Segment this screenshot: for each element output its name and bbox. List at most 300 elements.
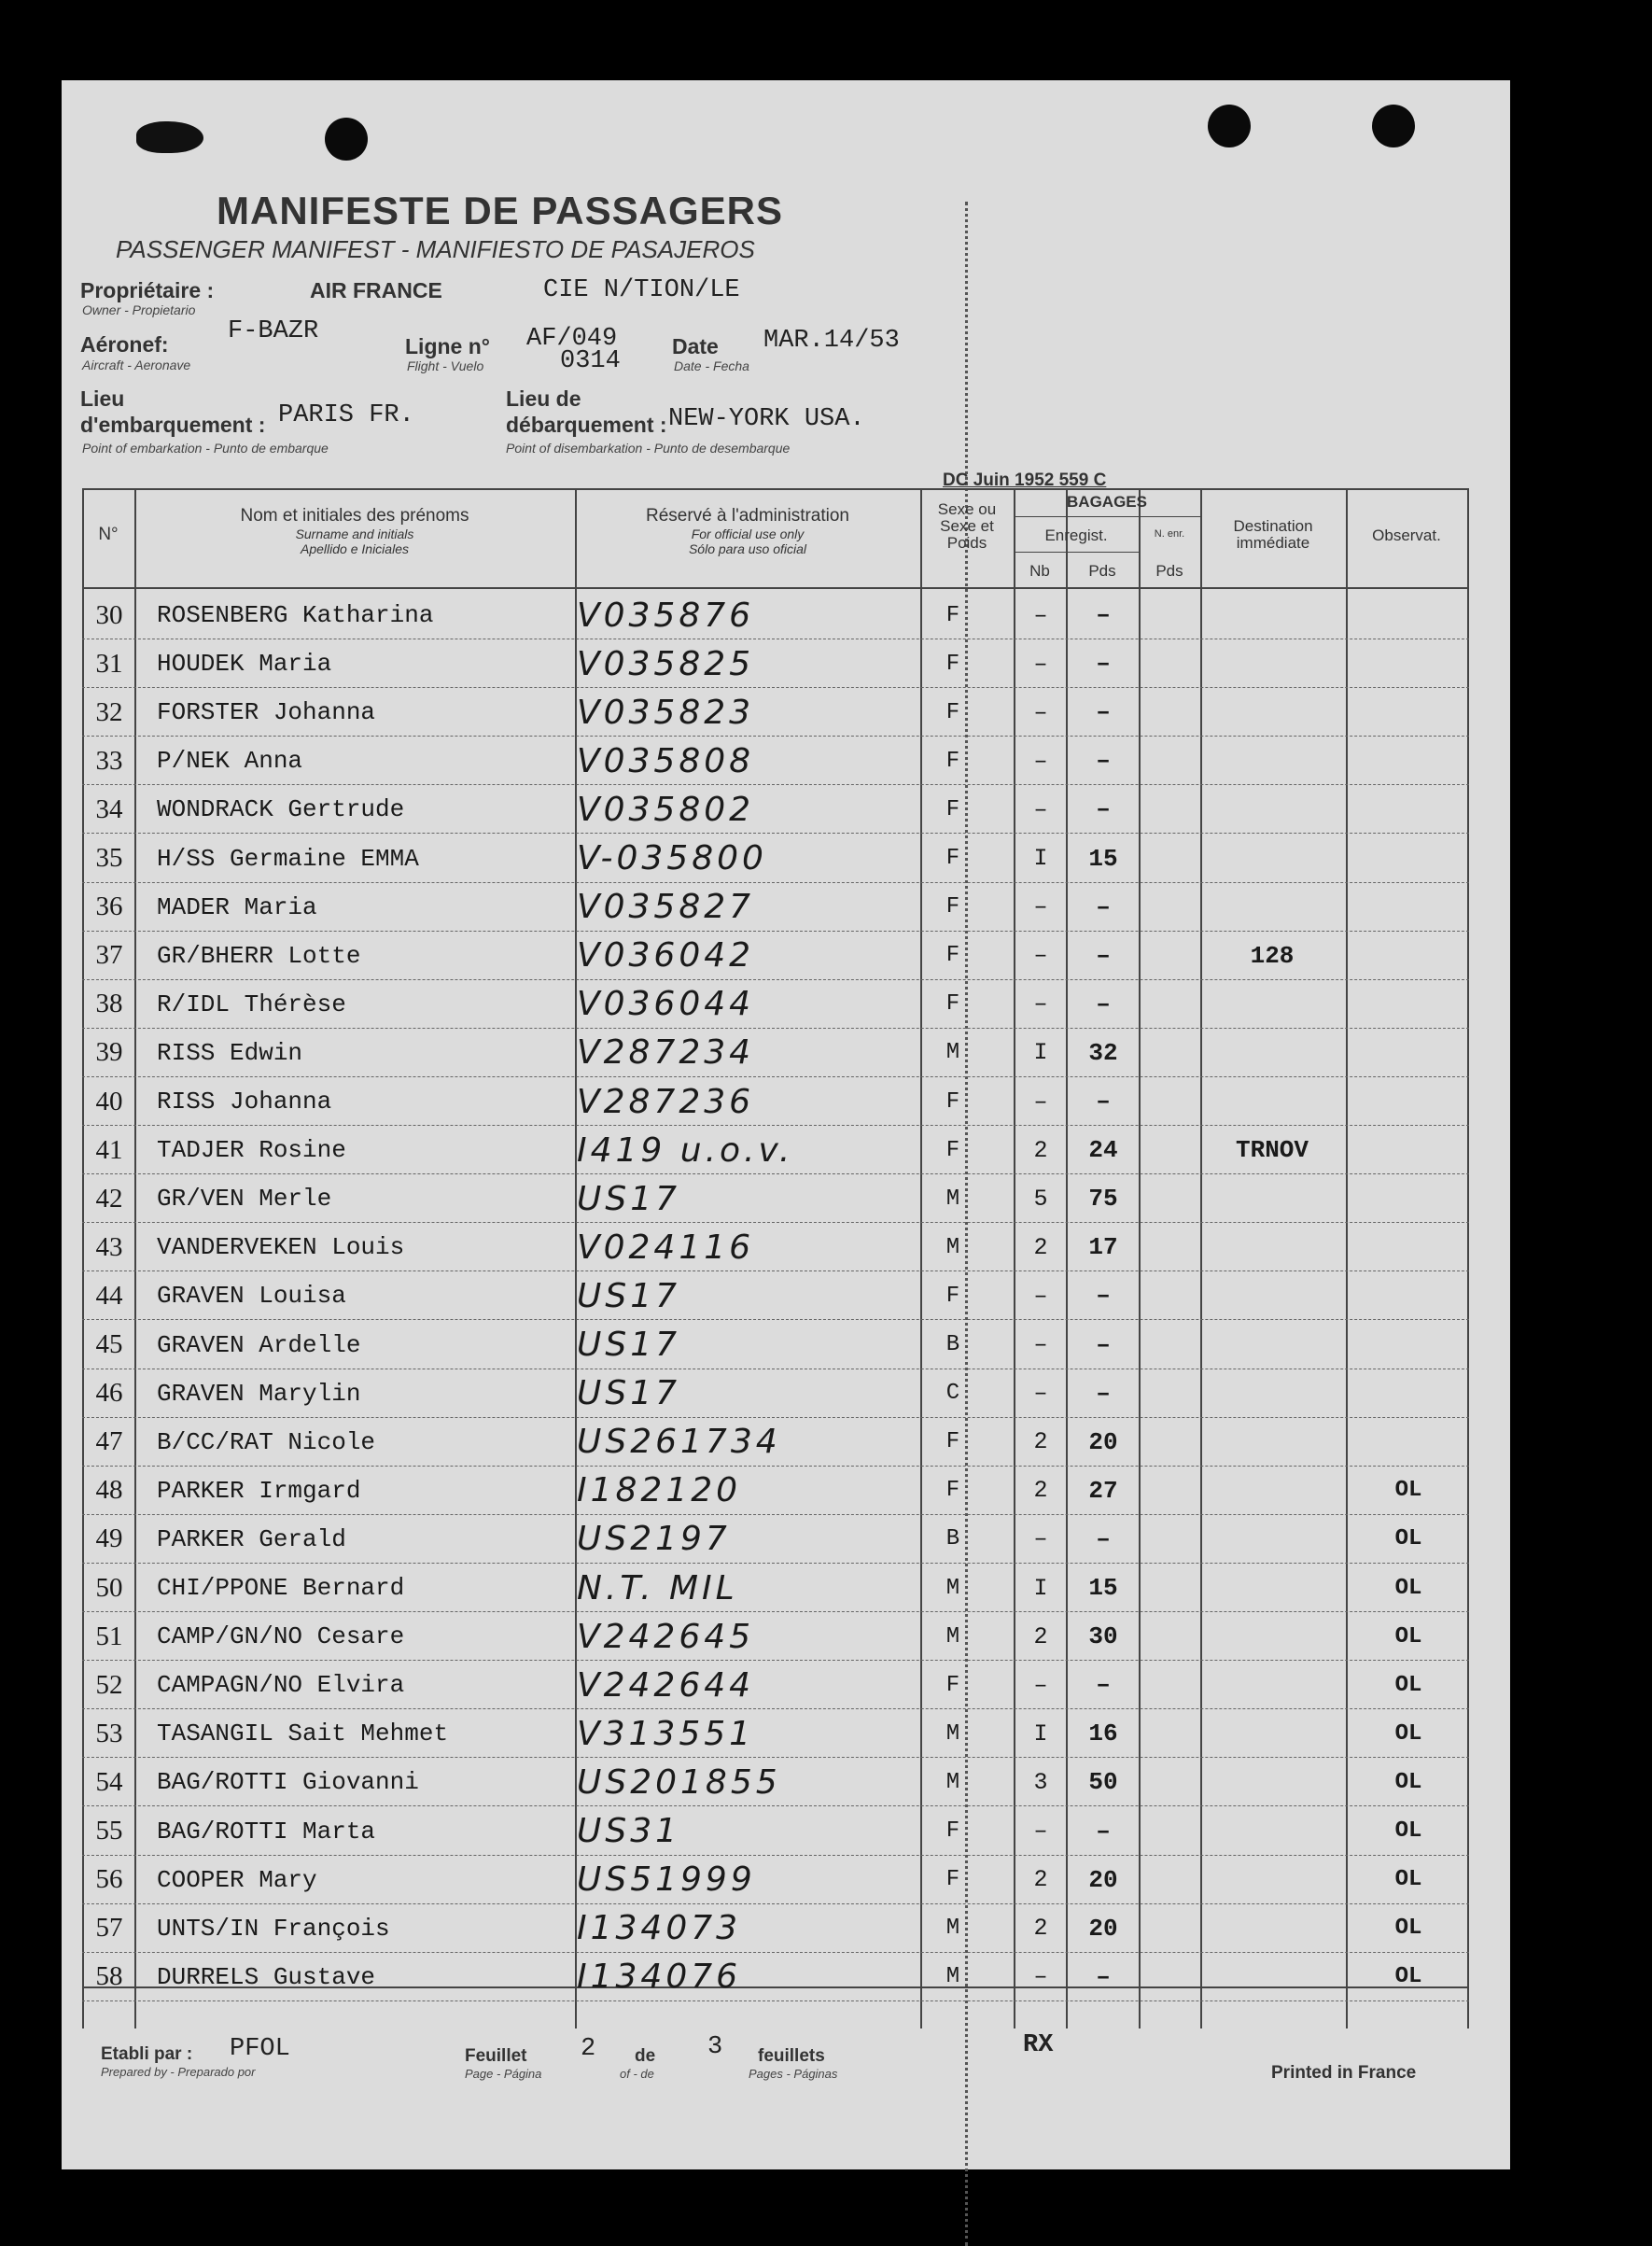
passenger-name-text: GRAVEN Marylin — [157, 1379, 361, 1408]
destination — [1202, 785, 1342, 834]
table-row — [82, 1077, 1469, 1126]
observation-text: OL — [1394, 1964, 1422, 1990]
passenger-name-text: VANDERVEKEN Louis — [157, 1233, 405, 1262]
baggage-count-text: – — [1033, 990, 1048, 1018]
passenger-name-text: RISS Edwin — [157, 1038, 303, 1067]
passenger-sex-text: F — [945, 1478, 960, 1504]
table-row — [82, 1661, 1469, 1709]
passenger-sex-text: M — [945, 1916, 960, 1942]
baggage-weight-text: – — [1096, 698, 1111, 727]
passenger-name-text: GR/BHERR Lotte — [157, 941, 361, 970]
baggage-weight-text: – — [1096, 650, 1111, 679]
embark-sublabel: Point of embarkation - Punto de embarque — [82, 441, 329, 456]
passenger-name-text: CHI/PPONE Bernard — [157, 1574, 405, 1602]
observation — [1348, 1856, 1469, 1904]
row-number-text: 45 — [95, 1329, 123, 1359]
col-sex-header: Sexe ou Sexe et Poids — [937, 500, 997, 552]
baggage-count — [1015, 883, 1066, 932]
destination — [1202, 1953, 1342, 2001]
rx-mark: RX — [1023, 2031, 1054, 2059]
passenger-name — [157, 1953, 642, 2001]
destination — [1202, 591, 1342, 639]
passenger-sex-text: F — [945, 1283, 960, 1309]
aircraft-sublabel: Aircraft - Aeronave — [82, 358, 191, 372]
admin-number-text: US2197 — [577, 1520, 731, 1559]
col-name-header-es: Apellido e Iniciales — [301, 541, 409, 556]
passenger-sex-text: B — [945, 1526, 960, 1552]
destination — [1202, 737, 1342, 785]
row-number — [82, 639, 136, 688]
table-row — [82, 1564, 1469, 1612]
sheets-label: feuillets — [758, 2046, 825, 2066]
disembark-label-1: Lieu de — [506, 386, 581, 411]
date-label: Date — [672, 334, 719, 358]
passenger-sex — [922, 1709, 984, 1758]
flight-value-2: 0314 — [560, 347, 621, 375]
destination — [1202, 1467, 1342, 1515]
passenger-sex — [922, 639, 984, 688]
baggage-count-text: I — [1033, 845, 1048, 872]
baggage-count-text: 2 — [1033, 1477, 1048, 1505]
admin-number-text: I419 u.o.v. — [577, 1130, 794, 1170]
passenger-name-text: BAG/ROTTI Giovanni — [157, 1768, 419, 1797]
observation — [1348, 932, 1469, 980]
passenger-name — [157, 1174, 642, 1223]
row-number-text: 32 — [95, 696, 123, 727]
baggage-count — [1015, 785, 1066, 834]
passenger-name — [157, 1661, 642, 1709]
baggage-count — [1015, 1418, 1066, 1467]
destination — [1202, 1369, 1342, 1418]
baggage-weight-text: 27 — [1088, 1476, 1118, 1505]
passenger-sex-text: M — [945, 1234, 960, 1260]
admin-number-text: V036044 — [577, 985, 755, 1024]
admin-number-text: V036042 — [577, 936, 755, 976]
sheet-sublabel: Page - Página — [465, 2067, 542, 2081]
baggage-count-text: – — [1033, 650, 1048, 678]
passenger-sex-text: F — [945, 991, 960, 1018]
destination-text: TRNOV — [1235, 1136, 1309, 1165]
observation — [1348, 591, 1469, 639]
admin-number-text: US51999 — [577, 1860, 756, 1900]
baggage-weight — [1067, 1758, 1140, 1806]
destination — [1202, 1515, 1342, 1564]
row-number-text: 35 — [95, 843, 123, 873]
row-number — [82, 688, 136, 737]
row-number — [82, 1321, 136, 1369]
col-admin-header: Réservé à l'administration — [646, 506, 849, 526]
table-row — [82, 1271, 1469, 1320]
baggage-weight — [1067, 591, 1140, 639]
col-unreg-header: N. enr. — [1154, 528, 1185, 540]
row-number — [82, 1174, 136, 1223]
baggage-count-text: – — [1033, 795, 1048, 823]
passenger-sex-text: M — [945, 1186, 960, 1212]
admin-number-text: V242645 — [577, 1617, 755, 1656]
baggage-weight-text: – — [1096, 1330, 1111, 1359]
passenger-sex-text: M — [945, 1623, 960, 1649]
of-value: 3 — [707, 2033, 723, 2061]
observation-text: OL — [1394, 1769, 1422, 1795]
passenger-name-text: P/NEK Anna — [157, 747, 303, 776]
table-row — [82, 835, 1469, 883]
table-row — [82, 639, 1469, 688]
baggage-count-text: 2 — [1033, 1866, 1048, 1894]
observation — [1348, 1077, 1469, 1126]
baggage-count-text: – — [1033, 1671, 1048, 1699]
baggage-weight — [1067, 980, 1140, 1029]
destination — [1202, 1223, 1342, 1271]
page-subtitle: PASSENGER MANIFEST - MANIFIESTO DE PASAJEROS — [116, 235, 755, 263]
observation — [1348, 835, 1469, 883]
row-number — [82, 1369, 136, 1418]
col-name-header: Nom et initiales des prénoms — [240, 506, 469, 526]
destination — [1202, 1758, 1342, 1806]
passenger-name — [157, 1077, 642, 1126]
table-row — [82, 1174, 1469, 1223]
baggage-count — [1015, 1758, 1066, 1806]
baggage-weight — [1067, 1126, 1140, 1174]
passenger-name — [157, 835, 642, 883]
passenger-name-text: PARKER Gerald — [157, 1524, 346, 1553]
passenger-sex — [922, 1077, 984, 1126]
admin-number-text: I182120 — [577, 1471, 742, 1510]
sheet-value: 2 — [581, 2035, 596, 2063]
baggage-count-text: I — [1033, 1720, 1048, 1748]
passenger-sex — [922, 883, 984, 932]
row-number-text: 54 — [95, 1766, 123, 1797]
observation — [1348, 1467, 1469, 1515]
baggage-count — [1015, 1515, 1066, 1564]
baggage-count-text: 2 — [1033, 1622, 1048, 1650]
observation — [1348, 1029, 1469, 1077]
passenger-sex — [922, 1029, 984, 1077]
observation — [1348, 1661, 1469, 1709]
row-number-text: 53 — [95, 1718, 123, 1748]
baggage-weight-text: – — [1096, 1088, 1111, 1116]
admin-number-text: V035827 — [577, 888, 755, 927]
row-number — [82, 1904, 136, 1953]
baggage-weight — [1067, 1564, 1140, 1612]
passenger-name-text: R/IDL Thérèse — [157, 990, 346, 1018]
observation — [1348, 1953, 1469, 2001]
passenger-sex-text: M — [945, 1575, 960, 1601]
baggage-weight-text: 20 — [1088, 1427, 1118, 1456]
passenger-sex-text: M — [945, 1964, 960, 1990]
baggage-count — [1015, 1271, 1066, 1320]
observation-text: OL — [1394, 1575, 1422, 1601]
destination — [1202, 980, 1342, 1029]
admin-number-text: US17 — [577, 1326, 681, 1364]
prepared-sublabel: Prepared by - Preparado por — [101, 2065, 256, 2079]
destination — [1202, 1612, 1342, 1661]
passenger-name-text: ROSENBERG Katharina — [157, 601, 434, 629]
observation — [1348, 1321, 1469, 1369]
passenger-name-text: COOPER Mary — [157, 1865, 317, 1894]
passenger-sex-text: F — [945, 1137, 960, 1163]
baggage-count-text: – — [1033, 942, 1048, 970]
row-number — [82, 1467, 136, 1515]
observation-text: OL — [1394, 1720, 1422, 1747]
admin-number-text: V-035800 — [577, 839, 767, 877]
table-row — [82, 1515, 1469, 1564]
observation — [1348, 785, 1469, 834]
punch-hole — [1372, 105, 1415, 147]
baggage-weight — [1067, 1174, 1140, 1223]
passenger-sex — [922, 1564, 984, 1612]
baggage-count-text: – — [1033, 1088, 1048, 1116]
baggage-weight-text: 75 — [1088, 1185, 1118, 1214]
row-number-text: 56 — [95, 1864, 123, 1895]
passenger-name — [157, 1856, 642, 1904]
observation — [1348, 1174, 1469, 1223]
row-number — [82, 1709, 136, 1758]
table-row — [82, 1223, 1469, 1271]
row-number-text: 34 — [95, 793, 123, 824]
baggage-count — [1015, 835, 1066, 883]
destination-text: 128 — [1250, 941, 1295, 970]
baggage-weight-text: – — [1096, 990, 1111, 1018]
printed-in-france: Printed in France — [1271, 2063, 1417, 2083]
admin-number-text: V035808 — [577, 741, 755, 780]
table-row — [82, 1856, 1469, 1904]
baggage-weight-text: 17 — [1088, 1233, 1118, 1262]
passenger-sex — [922, 835, 984, 883]
baggage-count — [1015, 1564, 1066, 1612]
admin-number-text: V035876 — [577, 596, 755, 635]
passenger-sex — [922, 1271, 984, 1320]
baggage-count-text: 2 — [1033, 1136, 1048, 1164]
baggage-weight-text: – — [1096, 1524, 1111, 1553]
baggage-weight — [1067, 1271, 1140, 1320]
observation — [1348, 688, 1469, 737]
row-number-text: 43 — [95, 1231, 123, 1262]
passenger-sex — [922, 1223, 984, 1271]
baggage-weight — [1067, 785, 1140, 834]
passenger-name — [157, 1564, 642, 1612]
table-row — [82, 1029, 1469, 1077]
row-number — [82, 1029, 136, 1077]
row-number-text: 57 — [95, 1913, 123, 1944]
baggage-count — [1015, 1807, 1066, 1856]
baggage-count — [1015, 1223, 1066, 1271]
row-number-text: 49 — [95, 1523, 123, 1554]
observation — [1348, 980, 1469, 1029]
table-row — [82, 785, 1469, 834]
col-admin-header-es: Sólo para uso oficial — [688, 541, 807, 556]
admin-number-text: V024116 — [577, 1228, 755, 1267]
passenger-sex-text: F — [945, 796, 960, 822]
baggage-weight — [1067, 1612, 1140, 1661]
baggage-weight-text: 30 — [1088, 1622, 1118, 1651]
baggage-weight-text: 20 — [1088, 1865, 1118, 1894]
baggage-count-text: – — [1033, 1525, 1048, 1553]
passenger-sex-text: F — [945, 1088, 960, 1115]
baggage-count — [1015, 980, 1066, 1029]
passenger-name-text: RISS Johanna — [157, 1088, 332, 1116]
disembark-label-2: débarquement : — [506, 413, 667, 437]
owner-value: AIR FRANCE — [310, 278, 442, 302]
row-number — [82, 1953, 136, 2001]
row-number — [82, 883, 136, 932]
passenger-name — [157, 639, 642, 688]
prepared-label: Etabli par : — [101, 2044, 193, 2064]
destination — [1202, 688, 1342, 737]
baggage-count-text: – — [1033, 1963, 1048, 1991]
destination — [1202, 1029, 1342, 1077]
passenger-sex-text: F — [945, 1672, 960, 1698]
embark-value: PARIS FR. — [278, 401, 414, 429]
passenger-name — [157, 1369, 642, 1418]
row-number-text: 40 — [95, 1086, 123, 1116]
passenger-sex-text: F — [945, 651, 960, 677]
baggage-count — [1015, 1953, 1066, 2001]
row-number — [82, 980, 136, 1029]
baggage-weight — [1067, 1515, 1140, 1564]
observation — [1348, 1709, 1469, 1758]
admin-number-text: N.T. MIL — [577, 1568, 738, 1607]
of-label: de — [635, 2046, 656, 2066]
destination — [1202, 1174, 1342, 1223]
baggage-count-text: I — [1033, 1574, 1048, 1602]
baggage-count-text: 2 — [1033, 1915, 1048, 1943]
passenger-name-text: GR/VEN Merle — [157, 1185, 332, 1214]
destination — [1202, 883, 1342, 932]
baggage-weight — [1067, 1904, 1140, 1953]
observation — [1348, 639, 1469, 688]
passenger-name — [157, 1709, 642, 1758]
observation-text: OL — [1394, 1867, 1422, 1893]
passenger-name-text: HOUDEK Maria — [157, 650, 332, 679]
passenger-name — [157, 980, 642, 1029]
passenger-sex-text: B — [945, 1332, 960, 1357]
observation — [1348, 1223, 1469, 1271]
baggage-weight-text: – — [1096, 795, 1111, 824]
admin-number-text: US31 — [577, 1812, 681, 1850]
passenger-name — [157, 1418, 642, 1467]
passenger-sex — [922, 1904, 984, 1953]
table-row — [82, 688, 1469, 737]
observation — [1348, 1758, 1469, 1806]
passenger-name — [157, 1126, 642, 1174]
observation — [1348, 1126, 1469, 1174]
table-row — [82, 1904, 1469, 1953]
table-row — [82, 1321, 1469, 1369]
baggage-weight — [1067, 1223, 1140, 1271]
form-code: DC Juin 1952 559 C — [943, 470, 1107, 490]
table-row — [82, 1709, 1469, 1758]
date-sublabel: Date - Fecha — [674, 358, 749, 373]
destination — [1202, 1271, 1342, 1320]
baggage-weight-text: – — [1096, 892, 1111, 921]
col-name-header-en: Surname and initials — [295, 526, 414, 541]
baggage-count-text: – — [1033, 1282, 1048, 1310]
baggage-count — [1015, 1029, 1066, 1077]
baggage-count-text: 2 — [1033, 1428, 1048, 1456]
baggage-weight-text: – — [1096, 1282, 1111, 1311]
row-number-text: 58 — [95, 1961, 123, 1992]
col-pds-header: Pds — [1088, 562, 1116, 580]
passenger-name — [157, 1904, 642, 1953]
row-number-text: 55 — [95, 1816, 123, 1846]
passenger-name-text: TADJER Rosine — [157, 1136, 346, 1165]
punch-hole — [325, 118, 368, 161]
passenger-sex — [922, 1418, 984, 1467]
row-number-text: 48 — [95, 1475, 123, 1506]
table-row — [82, 1758, 1469, 1806]
row-number — [82, 591, 136, 639]
passenger-sex — [922, 1126, 984, 1174]
table-row — [82, 883, 1469, 932]
admin-number-text: V035823 — [577, 693, 755, 732]
baggage-count — [1015, 1369, 1066, 1418]
passenger-name-text: CAMP/GN/NO Cesare — [157, 1622, 405, 1651]
baggage-count — [1015, 1709, 1066, 1758]
baggage-weight — [1067, 932, 1140, 980]
disembark-value: NEW-YORK USA. — [668, 405, 865, 433]
passenger-name-text: CAMPAGN/NO Elvira — [157, 1671, 405, 1700]
row-number — [82, 1515, 136, 1564]
baggage-weight — [1067, 1709, 1140, 1758]
passenger-sex-text: F — [945, 699, 960, 725]
ink-blot — [136, 121, 203, 153]
baggage-weight-text: 16 — [1088, 1720, 1118, 1748]
table-row — [82, 980, 1469, 1029]
baggage-count — [1015, 1467, 1066, 1515]
of-sublabel: of - de — [620, 2067, 654, 2081]
baggage-weight — [1067, 1369, 1140, 1418]
passenger-name — [157, 1271, 642, 1320]
passenger-name-text: MADER Maria — [157, 892, 317, 921]
row-number — [82, 1077, 136, 1126]
destination — [1202, 835, 1342, 883]
observation-text: OL — [1394, 1916, 1422, 1942]
observation — [1348, 1369, 1469, 1418]
passenger-sex-text: F — [945, 1867, 960, 1893]
row-number-text: 51 — [95, 1621, 123, 1651]
passenger-name-text: BAG/ROTTI Marta — [157, 1817, 376, 1846]
passenger-sex — [922, 737, 984, 785]
observation-text: OL — [1394, 1818, 1422, 1844]
baggage-count — [1015, 1077, 1066, 1126]
passenger-sex-text: M — [945, 1040, 960, 1066]
passenger-sex-text: F — [945, 943, 960, 969]
passenger-sex-text: M — [945, 1720, 960, 1747]
row-divider — [82, 2000, 1469, 2001]
passenger-name-text: UNTS/IN François — [157, 1914, 390, 1943]
row-number — [82, 932, 136, 980]
passenger-sex — [922, 1369, 984, 1418]
observation — [1348, 1904, 1469, 1953]
row-number — [82, 1612, 136, 1661]
row-number — [82, 1223, 136, 1271]
passenger-sex-text: F — [945, 602, 960, 628]
passenger-sex — [922, 688, 984, 737]
baggage-count-text: 2 — [1033, 1233, 1048, 1261]
passenger-name — [157, 932, 642, 980]
row-number-text: 39 — [95, 1037, 123, 1068]
observation — [1348, 883, 1469, 932]
baggage-count — [1015, 1904, 1066, 1953]
destination — [1202, 1904, 1342, 1953]
baggage-weight — [1067, 737, 1140, 785]
admin-number-text: US201855 — [577, 1762, 781, 1802]
passenger-name — [157, 1612, 642, 1661]
col-observ-header: Observat. — [1372, 526, 1441, 544]
passenger-sex-text: F — [945, 1818, 960, 1844]
row-number-text: 30 — [95, 599, 123, 630]
table-row — [82, 932, 1469, 980]
